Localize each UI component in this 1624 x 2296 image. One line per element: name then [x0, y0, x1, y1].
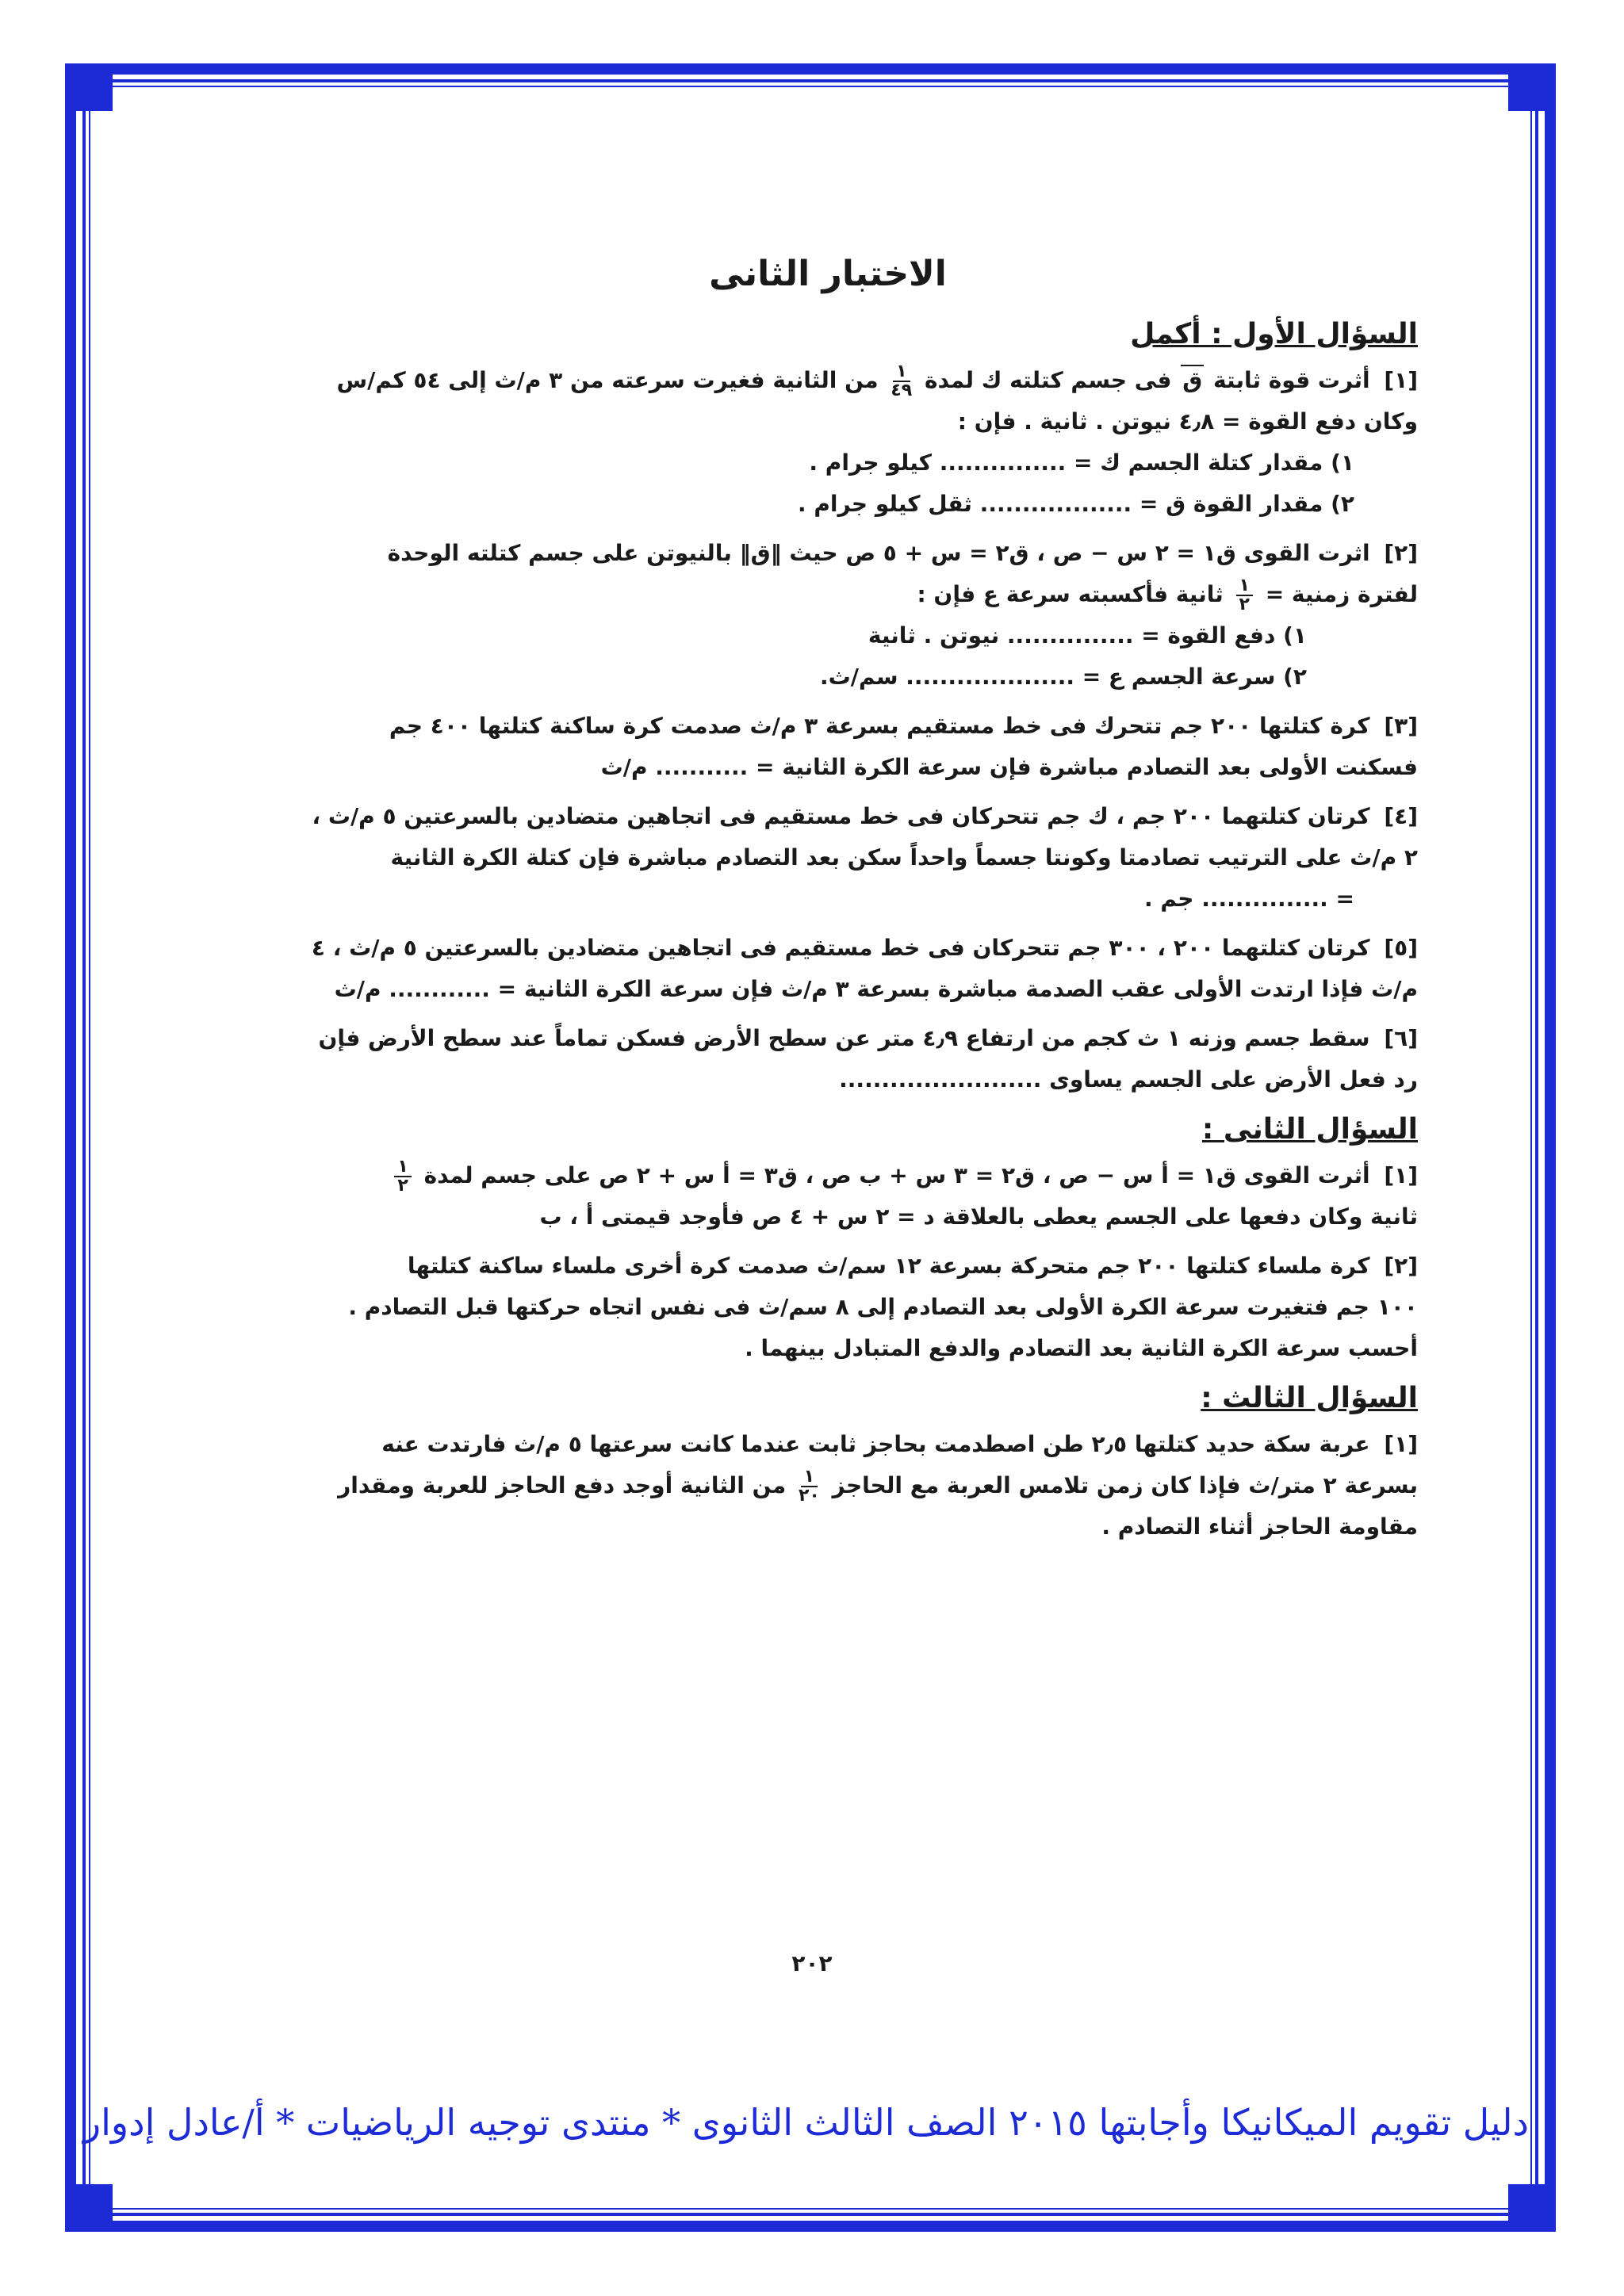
fraction-numerator: ١	[394, 1158, 411, 1177]
q1-item-4-line-2: ٢ م/ث على الترتيب تصادمتا وكونتا جسماً واحداً سكن بعد التصادم مباشرة فإن كتلة الكرة الثانية	[390, 844, 1418, 871]
q3-item-1-line-1	[238, 1425, 1418, 1464]
q1-item-1-sub-2: ٢) مقدار القوة ق = .................. ثقل كيلو جرام .	[797, 491, 1354, 517]
q1-item-6-text-a: سقط جسم وزنه ١ ث كجم من ارتفاع ٤٫٩ متر عن سطح الأرض فسكن تماماً عند سطح الأرض فإن	[318, 1025, 1370, 1051]
fraction-denominator: ٢٠	[798, 1486, 820, 1506]
q1-item-4-line-1	[238, 798, 1418, 836]
q1-item-4-number: [٤]	[1384, 803, 1418, 829]
frame-corner-bottom-right	[1508, 2184, 1556, 2232]
frame-corner-top-left	[65, 63, 113, 111]
q3-item-1-text-c: من الثانية أوجد دفع الحاجز للعربة ومقدار	[338, 1472, 787, 1498]
q1-item-1-text-b: فى جسم كتلته ك لمدة	[924, 367, 1172, 393]
q1-item-5-line-1	[238, 929, 1418, 967]
q1-item-2-text-c: ثانية فأكسبته سرعة ع فإن :	[917, 581, 1224, 607]
q1-item-3-line-1	[238, 707, 1418, 745]
q1-item-1-number: [١]	[1384, 367, 1418, 393]
fraction-1-over-49	[891, 363, 912, 400]
q1-item-3-line-2: فسكنت الأولى بعد التصادم مباشرة فإن سرعة الكرة الثانية = ........... م/ث	[600, 754, 1418, 780]
q1-item-6	[238, 1020, 1418, 1099]
question-1-heading: السؤال الأول : أكمل	[1130, 318, 1418, 350]
q1-item-6-line-1	[238, 1020, 1418, 1058]
fraction-1-over-20	[799, 1468, 820, 1505]
page-number: ٢٠٢	[791, 1950, 833, 1976]
fraction-denominator: ٢	[397, 1176, 408, 1196]
q1-item-6-line-2: رد فعل الأرض على الجسم يساوى ........................	[839, 1066, 1418, 1093]
fraction-numerator: ١	[1236, 577, 1253, 596]
q2-item-2-line-1	[238, 1247, 1418, 1285]
q1-item-1-text-a: أثرت قوة ثابتة	[1213, 367, 1370, 393]
q1-item-1	[238, 362, 1418, 523]
fraction-1-over-2	[394, 1158, 411, 1195]
q3-item-1-line-2	[238, 1467, 1418, 1505]
fraction-numerator: ١	[893, 363, 910, 382]
test-title: الاختبار الثانى	[709, 254, 947, 294]
q2-item-2-line-2: ١٠٠ جم فتغيرت سرعة الكرة الأولى بعد التصادم إلى ٨ سم/ث فى نفس اتجاه حركتها قبل التصادم .	[348, 1294, 1418, 1320]
q1-item-5-text-a: كرتان كتلتهما ٢٠٠ ، ٣٠٠ جم تتحركان فى خط مستقيم فى اتجاهين متضادين بالسرعتين ٥ م/ث ، ٤	[311, 935, 1370, 961]
q2-item-1-text-a: أثرت القوى ق١ = أ س − ص ، ق٢ = ٣ س + ب ص ، ق٣ = أ س + ٢ ص على جسم لمدة	[423, 1162, 1370, 1188]
q1-item-2-text-b: لفترة زمنية =	[1265, 581, 1418, 607]
question-3-heading: السؤال الثالث :	[1201, 1382, 1418, 1414]
q2-item-2-text-a: كرة ملساء كتلتها ٢٠٠ جم متحركة بسرعة ١٢ سم/ث صدمت كرة أخرى ملساء ساكنة كتلتها	[407, 1253, 1370, 1279]
q1-item-6-number: [٦]	[1384, 1025, 1418, 1051]
q3-item-1-line-3: مقاومة الحاجز أثناء التصادم .	[1101, 1513, 1418, 1540]
q2-item-1	[238, 1157, 1418, 1236]
q1-item-1-line-2: وكان دفع القوة = ٤٫٨ نيوتن . ثانية . فإن :	[957, 408, 1418, 434]
q1-item-3	[238, 707, 1418, 786]
q1-item-4-text-a: كرتان كتلتهما ٢٠٠ جم ، ك جم تتحركان فى خط مستقيم فى اتجاهين متضادين بالسرعتين ٥ م/ث ،	[312, 803, 1370, 829]
q3-item-1	[238, 1425, 1418, 1546]
fraction-1-over-2	[1236, 577, 1253, 614]
q1-item-2-sub-1: ١) دفع القوة = ............... نيوتن . ثانية	[868, 622, 1307, 649]
q1-item-5	[238, 929, 1418, 1008]
q2-item-2-number: [٢]	[1384, 1253, 1418, 1279]
q2-item-1-number: [١]	[1384, 1162, 1418, 1188]
page-content	[238, 254, 1418, 1557]
q1-item-2-text-a: اثرت القوى ق١ = ٢ س − ص ، ق٢ = س + ٥ ص حيث ‖ق‖ بالنيوتن على جسم كتلته الوحدة	[387, 540, 1370, 566]
q1-item-2-sub-2: ٢) سرعة الجسم ع = .................... سم/ث.	[820, 664, 1307, 690]
q3-item-1-text-b: بسرعة ٢ متر/ث فإذا كان زمن تلامس العربة مع الحاجز	[832, 1472, 1418, 1498]
q2-item-1-line-1	[238, 1157, 1418, 1195]
frame-corner-top-right	[1508, 63, 1556, 111]
q1-item-5-number: [٥]	[1384, 935, 1418, 961]
q3-item-1-number: [١]	[1384, 1431, 1418, 1457]
q1-item-3-number: [٣]	[1384, 713, 1418, 739]
q1-item-1-text-c: من الثانية فغيرت سرعته من ٣ م/ث إلى ٥٤ كم/س	[336, 367, 879, 393]
q1-item-1-sub-1: ١) مقدار كتلة الجسم ك = ............... كيلو جرام .	[809, 450, 1354, 476]
frame-corner-bottom-left	[65, 2184, 113, 2232]
q2-item-2	[238, 1247, 1418, 1368]
q1-item-2-line-2	[238, 576, 1418, 614]
q1-item-4-line-3: = ............... جم .	[1143, 886, 1354, 912]
footer-caption: دليل تقويم الميكانيكا وأجابتها ٢٠١٥ الصف الثالث الثانوى * منتدى توجيه الرياضيات * أ/عادل إدوار	[82, 2101, 1529, 2144]
q1-item-5-line-2: م/ث فإذا ارتدت الأولى عقب الصدمة مباشرة بسرعة ٣ م/ث فإن سرعة الكرة الثانية = ............ م/ث	[334, 976, 1418, 1002]
q1-item-2	[238, 534, 1418, 696]
fraction-denominator: ٢	[1239, 595, 1250, 614]
q1-item-2-line-1	[238, 534, 1418, 572]
q1-item-1-line-1	[238, 362, 1418, 400]
fraction-denominator: ٤٩	[891, 381, 913, 400]
q1-item-2-number: [٢]	[1384, 540, 1418, 566]
q2-item-2-line-3: أحسب سرعة الكرة الثانية بعد التصادم والدفع المتبادل بينهما .	[745, 1335, 1418, 1361]
fraction-numerator: ١	[801, 1468, 818, 1487]
q1-item-3-text-a: كرة كتلتها ٢٠٠ جم تتحرك فى خط مستقيم بسرعة ٣ م/ث صدمت كرة ساكنة كتلتها ٤٠٠ جم	[389, 713, 1370, 739]
q1-item-4	[238, 798, 1418, 918]
question-2-heading: السؤال الثانى :	[1201, 1113, 1418, 1146]
q3-item-1-text-a: عربة سكة حديد كتلتها ٢٫٥ طن اصطدمت بحاجز ثابت عندما كانت سرعتها ٥ م/ث فارتدت عنه	[381, 1431, 1370, 1457]
force-vector-symbol: ق	[1179, 362, 1205, 400]
q2-item-1-line-2: ثانية وكان دفعها على الجسم يعطى بالعلاقة د = ٢ س + ٤ ص فأوجد قيمتى أ ، ب	[539, 1203, 1418, 1230]
